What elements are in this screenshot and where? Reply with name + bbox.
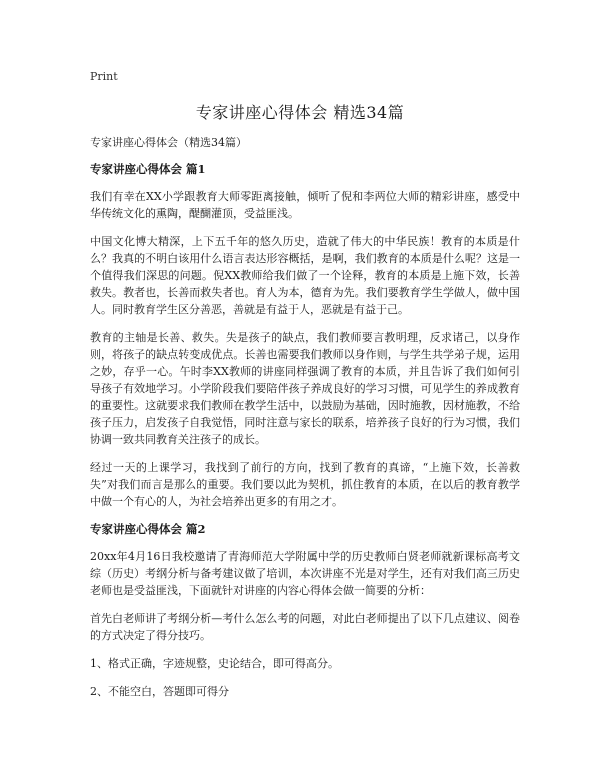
document-subtitle: 专家讲座心得体会（精选34篇） bbox=[90, 136, 247, 149]
paragraph: 1、格式正确，字迹规整，史论结合，即可得高分。 bbox=[90, 657, 339, 670]
section-heading: 专家讲座心得体会 篇2 bbox=[90, 522, 206, 536]
paragraph: 2、不能空白，答题即可得分 bbox=[90, 685, 229, 698]
paragraph: 首先白老师讲了考纲分析—考什么怎么考的问题，对此白老师提出了以下几点建议、阅卷的方式决定了得分技巧。 bbox=[90, 612, 520, 642]
print-label: Print bbox=[90, 70, 118, 83]
paragraph: 教育的主轴是长善、救失。失是孩子的缺点，我们教师要言教明理，反求诸己，以身作则，将孩子的缺点转变成优点。长善也需要我们教师以身作则，与学生共学弟子规，运用之妙，存乎一心。午时李XX教师的讲座同样强调了教育的本质，并且告诉了我们如何引导孩子有效地学习。小学阶段我们要陪伴孩子养成良好的学习习惯，可见学生的养成教育的重要性。这就要求我们教师在教学生活中，以鼓励为基础，因时施教，因材施教，不给孩子压力，启发孩子自我觉悟，同时注意与家长的联系，培养孩子良好的行为习惯，我们协调一致共同教育关注孩子的成长。 bbox=[90, 331, 520, 446]
paragraph: 中国文化博大精深，上下五千年的悠久历史，造就了伟大的中华民族！教育的本质是什么？我真的不明白该用什么语言表达形容概括，是啊，我们教育的本质是什么呢？这是一个值得我们深思的问题。倪XX教师给我们做了一个诠释，教育的本质是上施下效，长善救失。教者也，长善而救失者也。育人为本，德育为先。我们要教育学生学做人，做中国人。同时教育学生区分善恶，善就是有益于人，恶就是有益于己。 bbox=[90, 235, 520, 316]
document-title: 专家讲座心得体会 精选34篇 bbox=[195, 103, 405, 122]
section-heading: 专家讲座心得体会 篇1 bbox=[90, 162, 206, 176]
paragraph: 经过一天的上课学习，我找到了前行的方向，找到了教育的真谛，“上施下效，长善救失”对我们而言是那么的重要。我们要以此为契机，抓住教育的本质，在以后的教育教学中做一个有心的人，为社会培养出更多的有用之才。 bbox=[90, 461, 520, 508]
document-body bbox=[90, 134, 520, 711]
paragraph: 我们有幸在XX小学跟教育大师零距离接触，倾听了倪和李两位大师的精彩讲座，感受中华传统文化的熏陶，醍醐灌顶，受益匪浅。 bbox=[90, 190, 520, 220]
paragraph: 20xx年4月16日我校邀请了青海师范大学附属中学的历史教师白贤老师就新课标高考文综（历史）考纲分析与备考建议做了培训，本次讲座不光是对学生，还有对我们高三历史老师也是受益匪浅，下面就针对讲座的内容心得体会做一简要的分析： bbox=[90, 550, 520, 597]
